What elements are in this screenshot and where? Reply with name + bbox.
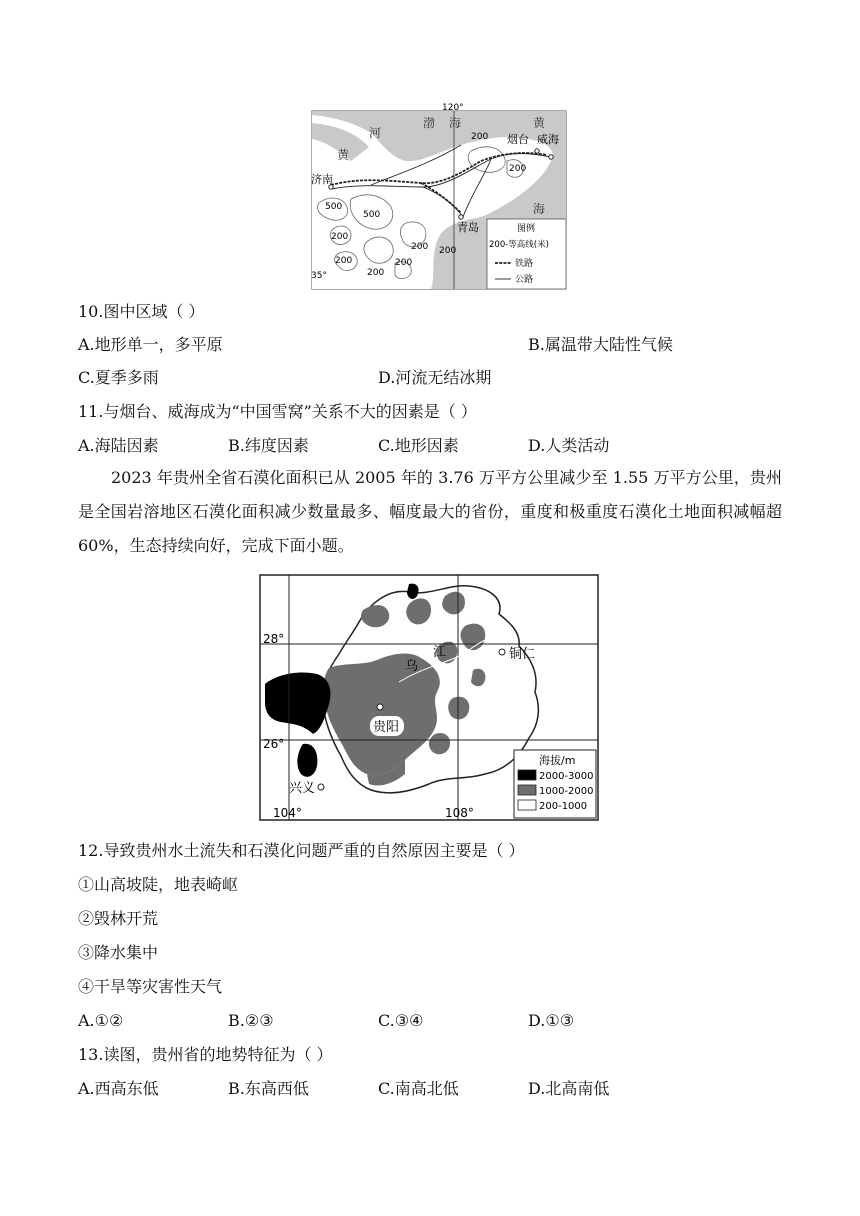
lon-120-label: 120° [442, 103, 464, 113]
contour-label: 200 [331, 232, 349, 242]
jinan-label: 济南 [311, 173, 333, 186]
yantai-label: 烟台 [507, 133, 529, 146]
passage-text: 2023 年贵州全省石漠化面积已从 2005 年的 3.76 万平方公里减少至 1.55 万平方公里，贵州是全国岩溶地区石漠化面积减少数量最多、幅度最大的省份，重度和极重度石漠化土地面积减幅超 60%，生态持续向好，完成下面小题。 [78, 468, 782, 555]
q12-option-b[interactable]: B.②③ [228, 1011, 274, 1030]
q10-stem: 10.图中区域（ ） [78, 302, 205, 321]
q12-item-3: ③降水集中 [78, 943, 159, 962]
legend-rail: 铁路 [515, 259, 534, 269]
bohai-hai-label: 海 [449, 116, 462, 130]
lat-35-label: 35° [311, 271, 327, 281]
q11-option-a[interactable]: A.海陆因素 [78, 436, 159, 455]
q13-option-c[interactable]: C.南高北低 [378, 1079, 459, 1098]
q13-option-a[interactable]: A.西高东低 [78, 1079, 159, 1098]
q12-option-a[interactable]: A.①② [78, 1011, 124, 1030]
guiyang-label: 贵阳 [373, 720, 400, 735]
xingyi-label: 兴义 [289, 781, 316, 796]
legend-road: 公路 [515, 275, 534, 285]
contour-label: 200 [335, 256, 353, 266]
q10-option-a[interactable]: A.地形单一，多平原 [78, 335, 223, 354]
yellow-sea-huang-label: 黄 [533, 116, 546, 130]
contour-label: 200 [439, 246, 457, 256]
yellow-river-he-label: 河 [369, 126, 382, 140]
lon-104-label: 104° [273, 806, 302, 820]
yellow-river-huang-label: 黄 [337, 148, 350, 162]
q12-stem: 12.导致贵州水土流失和石漠化问题严重的自然原因主要是（ ） [78, 841, 525, 860]
shandong-map [311, 103, 567, 291]
q13-stem: 13.读图，贵州省的地势特征为（ ） [78, 1045, 333, 1064]
q13-option-b[interactable]: B.东高西低 [228, 1079, 309, 1098]
q11-stem: 11.与烟台、威海成为“中国雪窝”关系不大的因素是（ ） [78, 402, 477, 421]
tongren-label: 铜仁 [509, 647, 536, 662]
contour-label: 200 [367, 268, 385, 278]
guizhou-map [259, 574, 599, 821]
q10-option-b[interactable]: B.属温带大陆性气候 [528, 335, 673, 354]
lat-28-label: 28° [263, 632, 285, 646]
bohai-label: 渤 [423, 116, 436, 130]
q11-option-b[interactable]: B.纬度因素 [228, 436, 309, 455]
yellow-sea-hai-label: 海 [533, 202, 546, 216]
legend-contour: 200-等高线(米) [489, 240, 549, 250]
q10-option-c[interactable]: C.夏季多雨 [78, 368, 159, 387]
contour-label: 500 [325, 202, 343, 212]
q10-option-d[interactable]: D.河流无结冰期 [378, 368, 492, 387]
contour-label: 200 [471, 132, 489, 142]
lon-108-label: 108° [445, 806, 474, 820]
legend-low: 200-1000 [539, 801, 588, 812]
contour-label: 200 [395, 258, 413, 268]
river-jiang-label: 江 [433, 645, 447, 660]
q12-item-4: ④干旱等灾害性天气 [78, 977, 223, 996]
contour-label: 200 [509, 164, 527, 174]
contour-label: 200 [411, 242, 429, 252]
q11-option-d[interactable]: D.人类活动 [528, 436, 610, 455]
q11-option-c[interactable]: C.地形因素 [378, 436, 459, 455]
river-wu-label: 乌 [405, 659, 419, 674]
legend-high: 2000-3000 [539, 771, 594, 782]
weihai-label: 威海 [537, 133, 559, 146]
lat-26-label: 26° [263, 737, 285, 751]
qingdao-label: 青岛 [457, 221, 479, 234]
contour-label: 500 [363, 210, 381, 220]
legend-title: 图例 [517, 224, 536, 234]
elevation-legend-title: 海拔/m [539, 754, 576, 767]
q12-option-d[interactable]: D.①③ [528, 1011, 575, 1030]
q13-option-d[interactable]: D.北高南低 [528, 1079, 610, 1098]
q12-item-2: ②毁林开荒 [78, 909, 159, 928]
q12-option-c[interactable]: C.③④ [378, 1011, 424, 1030]
q12-item-1: ①山高坡陡，地表崎岖 [78, 875, 239, 894]
legend-mid: 1000-2000 [539, 786, 594, 797]
sea-extra-label: 海 [547, 213, 548, 214]
